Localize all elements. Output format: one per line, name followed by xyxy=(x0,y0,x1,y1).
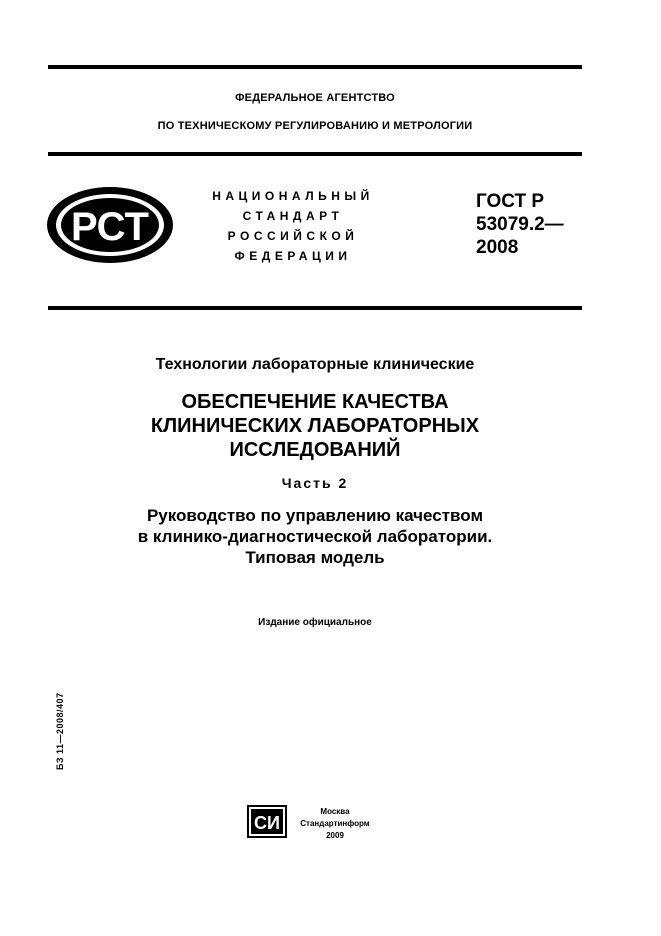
gost-number xyxy=(476,190,564,259)
document-title xyxy=(48,390,582,462)
standard-type-line2: СТАНДАРТ xyxy=(242,209,344,223)
publisher-mark-text: СИ xyxy=(254,813,280,833)
title-line3: ИССЛЕДОВАНИЙ xyxy=(229,439,401,461)
document-subtitle: Технологии лабораторные клинические xyxy=(155,356,475,373)
gost-line3: 2008 xyxy=(476,237,519,258)
publisher-info xyxy=(294,806,376,842)
gost-line2: 53079.2— xyxy=(476,214,564,235)
title-line2: КЛИНИЧЕСКИХ ЛАБОРАТОРНЫХ xyxy=(150,415,480,437)
standard-type-line4: ФЕДЕРАЦИИ xyxy=(234,249,352,263)
section-rule xyxy=(48,306,582,310)
guide-line1: Руководство по управлению качеством xyxy=(146,506,484,525)
publisher-year: 2009 xyxy=(326,831,344,840)
edition-label: Издание официальное xyxy=(258,617,372,628)
standartinform-logo-icon xyxy=(247,805,287,838)
standard-type-line1: НАЦИОНАЛЬНЫЙ xyxy=(212,189,374,203)
part-label: Часть 2 xyxy=(281,475,349,491)
side-note: БЗ 11—2008/407 xyxy=(55,692,65,770)
standard-type xyxy=(204,186,382,266)
top-rule xyxy=(48,65,582,69)
publisher-city: Москва xyxy=(320,807,350,816)
title-line1: ОБЕСПЕЧЕНИЕ КАЧЕСТВА xyxy=(181,391,449,413)
logo-text: РСТ xyxy=(70,205,150,249)
guide-line2: в клинико-диагностической лаборатории. xyxy=(137,527,493,546)
part-title xyxy=(48,505,582,568)
agency-name-line1: ФЕДЕРАЛЬНОЕ АГЕНТСТВО xyxy=(235,92,395,104)
standard-type-line3: РОССИЙСКОЙ xyxy=(227,229,359,243)
gost-line1: ГОСТ Р xyxy=(476,191,545,212)
rst-logo-icon xyxy=(44,184,176,266)
header-rule xyxy=(48,152,582,156)
guide-line3: Типовая модель xyxy=(245,548,385,567)
agency-name-line2: ПО ТЕХНИЧЕСКОМУ РЕГУЛИРОВАНИЮ И МЕТРОЛОГИИ xyxy=(157,120,473,132)
publisher-name: Стандартинформ xyxy=(300,819,370,828)
